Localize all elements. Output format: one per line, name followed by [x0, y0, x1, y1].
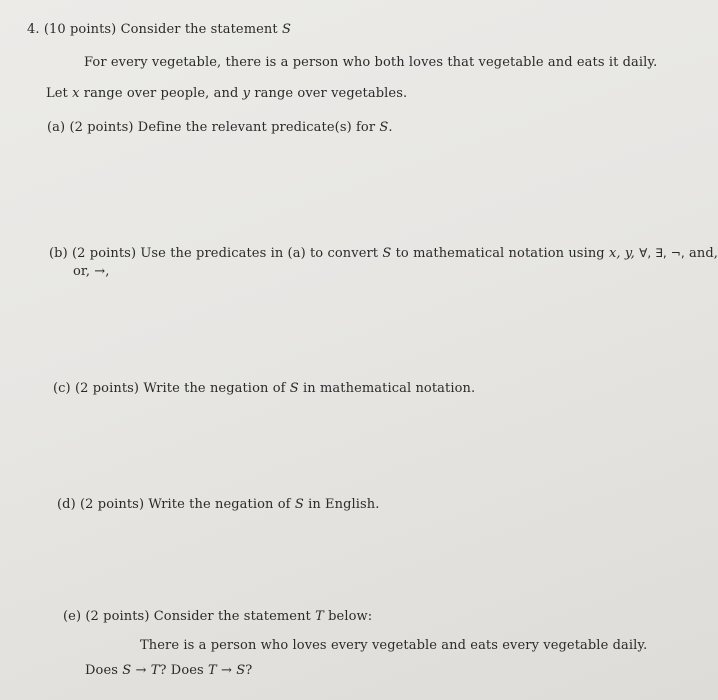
part-b-label: (b)	[49, 246, 68, 261]
part-b: (b) (2 points) Use the predicates in (a) to convert S to mathematical notation using x, y, ∀, ∃, ¬, and,	[49, 246, 718, 261]
domain-definition: Let x range over people, and y range over vegetables.	[46, 86, 408, 101]
part-c-points: (2 points)	[74, 381, 140, 396]
part-c-label: (c)	[53, 381, 71, 396]
question-intro: Consider the statement	[120, 22, 278, 37]
part-d-points: (2 points)	[80, 497, 145, 512]
part-d: (d) (2 points) Write the negation of S in English.	[57, 497, 380, 512]
question-points: (10 points)	[43, 22, 117, 37]
statement-symbol-s: S	[281, 22, 291, 37]
question-header	[27, 22, 291, 38]
statement-t-text: There is a person who loves every vegetable and eats every vegetable daily.	[140, 638, 648, 653]
question-number: 4.	[27, 22, 40, 37]
part-e-points: (2 points)	[85, 609, 150, 624]
part-e-label: (e)	[63, 609, 82, 624]
part-a: (a) (2 points) Define the relevant predicate(s) for S.	[47, 120, 393, 135]
part-d-label: (d)	[57, 497, 76, 512]
part-a-label: (a)	[47, 120, 66, 135]
part-a-points: (2 points)	[69, 120, 134, 135]
part-e: (e) (2 points) Consider the statement T below:	[63, 609, 373, 624]
part-c: (c) (2 points) Write the negation of S in mathematical notation.	[53, 381, 476, 396]
part-e-questions: Does S → T? Does T → S?	[85, 663, 253, 678]
statement-s-text: For every vegetable, there is a person who both loves that vegetable and eats it daily.	[84, 55, 658, 70]
part-b-points: (2 points)	[72, 246, 137, 261]
part-b-line2: or, →,	[73, 264, 110, 279]
